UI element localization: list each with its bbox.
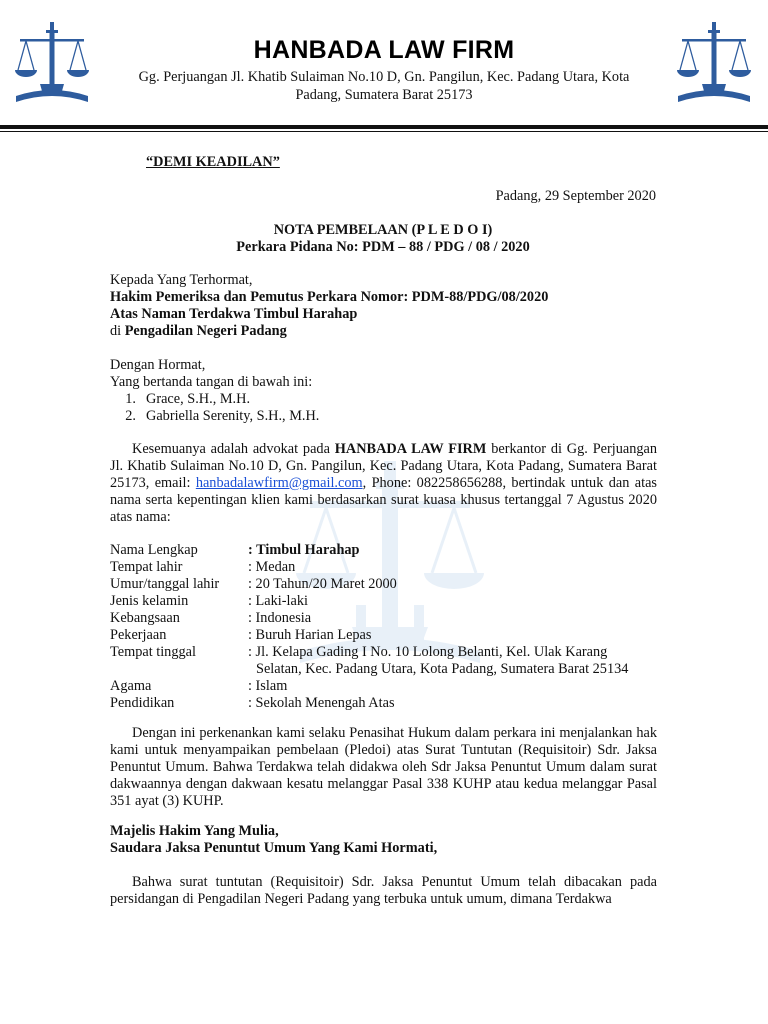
list-item (110, 391, 319, 408)
addressee-greeting: Kepada Yang Terhormat, (110, 272, 253, 288)
field-value: : Medan (248, 559, 296, 575)
firm-address (112, 68, 656, 104)
field-value: : 20 Tahun/20 Maret 2000 (248, 576, 397, 592)
firm-address-line-1: Gg. Perjuangan Jl. Khatib Sulaiman No.10 D, Gn. Pangilun, Kec. Padang Utara, Kota (138, 69, 630, 85)
addressee-block (110, 272, 658, 340)
motto: “DEMI KEADILAN” (146, 154, 280, 170)
field-value: : Timbul Harahap (248, 542, 360, 558)
address-block-2 (110, 823, 658, 857)
field-label: Tempat lahir (110, 559, 183, 575)
firm-name: HANBADA LAW FIRM (253, 36, 515, 64)
address-line-2: Selatan, Kec. Padang Utara, Kota Padang, Sumatera Barat 25134 (256, 661, 629, 677)
address-line-prosecutor: Saudara Jaksa Penuntut Umum Yang Kami Hormati, (110, 840, 438, 856)
field-label: Nama Lengkap (110, 542, 198, 558)
defendant-details (110, 542, 658, 712)
addressee-line-1: Hakim Pemeriksa dan Pemutus Perkara Nomor: PDM-88/PDG/08/2020 (110, 289, 549, 305)
table-row (110, 576, 658, 593)
table-row (110, 542, 658, 559)
addressee-line-3 (110, 323, 658, 340)
field-label: Jenis kelamin (110, 593, 189, 609)
field-label: Pekerjaan (110, 627, 167, 643)
list-item-number: 1. (125, 391, 136, 407)
salutation-line-2: Yang bertanda tangan di bawah ini: (110, 374, 313, 390)
firm-address-line-2: Padang, Sumatera Barat 25173 (295, 87, 473, 103)
email-link[interactable]: hanbadalawfirm@gmail.com (195, 475, 363, 491)
list-item (110, 408, 319, 425)
field-value: : Islam (248, 678, 288, 694)
para1-text-3: , Phone: 082258656288, bertindak untuk dan atas nama serta kepentingan klien kami berdasarkan surat kuasa khusus tertanggal 7 Agustus 2020 atas nama: (110, 475, 657, 525)
para1-text-1: Kesemuanya adalah advokat pada (132, 441, 335, 457)
scales-of-justice-logo-icon (12, 18, 92, 108)
salutation-line-1: Dengan Hormat, (110, 357, 206, 373)
table-row (110, 695, 658, 712)
para1-text-2: berkantor di Gg. Perjuangan Jl. Khatib Sulaiman No.10 D, Gn. Pangilun, Kec. Padang Utara, Kota Padang, Sumatera Barat 25173, email: (110, 441, 658, 491)
table-row (110, 678, 658, 695)
header-divider (0, 125, 768, 129)
letter-date: Padang, 29 September 2020 (495, 188, 656, 204)
address-line-1: : Jl. Kelapa Gading I No. 10 Lolong Belanti, Kel. Ulak Karang (248, 644, 608, 660)
table-row (110, 610, 658, 627)
field-label: Pendidikan (110, 695, 175, 711)
salutation-block (110, 357, 658, 391)
table-row (110, 559, 658, 576)
list-item-number: 2. (125, 408, 136, 424)
field-label: Kebangsaan (110, 610, 180, 626)
case-number: Perkara Pidana No: PDM – 88 / PDG / 08 / 2020 (236, 239, 530, 255)
scales-of-justice-logo-icon (674, 18, 754, 108)
field-label: Umur/tanggal lahir (110, 576, 220, 592)
plea-paragraph: Dengan ini perkenankan kami selaku Penasihat Hukum dalam perkara ini menjalankan hak kami untuk menyampaikan pembelaan (Pledoi) atas Surat Tuntutan (Requisitoir) Sdr. Jaksa Penuntut Umum. Bahwa Terdakwa telah didakwa oleh Sdr Jaksa Penuntut Umum dalam surat dakwaannya dengan dakwaan kesatu melanggar Pasal 338 KUHP atau kedua melanggar Pasal 351 ayat (3) KUHP. (110, 725, 657, 809)
document-title: NOTA PEMBELAAN (P L E D O I) (273, 222, 493, 238)
signatory-list (110, 391, 319, 425)
firm-name-inline: HANBADA LAW FIRM (334, 441, 487, 457)
field-label: Agama (110, 678, 152, 694)
table-row (110, 627, 658, 644)
table-row (110, 593, 658, 610)
table-row (110, 644, 658, 678)
field-value: : Sekolah Menengah Atas (248, 695, 395, 711)
signatory-name: Grace, S.H., M.H. (146, 391, 251, 407)
field-value: : Indonesia (248, 610, 312, 626)
field-value (248, 644, 658, 678)
field-label: Tempat tinggal (110, 644, 196, 660)
addressee-line-2: Atas Naman Terdakwa Timbul Harahap (110, 306, 358, 322)
header-divider-thin (0, 131, 768, 132)
address-line-judges: Majelis Hakim Yang Mulia, (110, 823, 279, 839)
addressee-line-3-prefix: di (110, 323, 125, 339)
field-value: : Laki-laki (248, 593, 308, 609)
requisitoir-paragraph: Bahwa surat tuntutan (Requisitoir) Sdr. Jaksa Penuntut Umum telah dibacakan pada persidangan di Pengadilan Negeri Padang yang terbuka untuk umum, dimana Terdakwa (110, 874, 657, 907)
signatory-name: Gabriella Serenity, S.H., M.H. (146, 408, 320, 424)
court-name: Pengadilan Negeri Padang (124, 323, 287, 339)
advocate-paragraph (110, 441, 657, 526)
field-value: : Buruh Harian Lepas (248, 627, 372, 643)
